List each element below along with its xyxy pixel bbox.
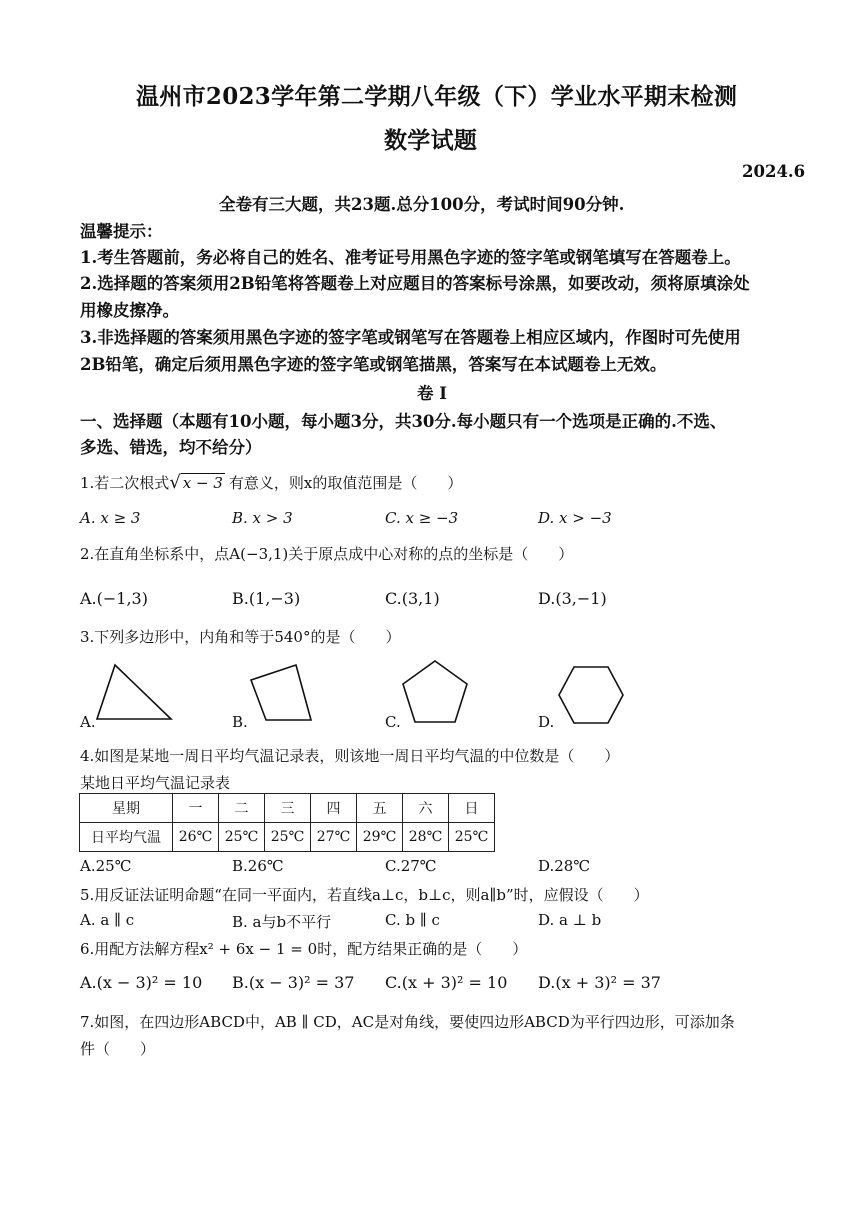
volume-label: 卷 I	[417, 384, 447, 403]
q4-option-c[interactable]: C.27℃	[385, 857, 437, 875]
question-1-post: 有意义，则x的取值范围是（ ）	[228, 474, 463, 492]
radical-icon: √	[169, 472, 181, 493]
table-cell: 25℃	[219, 823, 265, 852]
question-1-radicand: x − 3	[182, 474, 223, 492]
question-7-line2: 件（ ）	[80, 1040, 156, 1058]
q1-option-b[interactable]: B. x > 3	[232, 509, 293, 527]
q1-option-a[interactable]: A. x ≥ 3	[80, 509, 141, 527]
question-2: 2.在直角坐标系中，点A(−3,1)关于原点成中心对称的点的坐标是（ ）	[80, 545, 574, 563]
q5-option-b[interactable]: B. a与b不平行	[232, 913, 332, 931]
q3-option-a[interactable]: A.	[80, 713, 96, 731]
q3-option-d[interactable]: D.	[538, 713, 555, 731]
question-4: 4.如图是某地一周日平均气温记录表，则该地一周日平均气温的中位数是（ ）	[80, 747, 620, 765]
q5-option-c[interactable]: C. b ∥ c	[385, 911, 440, 929]
table-cell: 25℃	[449, 823, 495, 852]
q4-option-a[interactable]: A.25℃	[80, 857, 132, 875]
table-cell: 三	[265, 794, 311, 823]
q4-option-d[interactable]: D.28℃	[538, 857, 591, 875]
exam-subtitle: 数学试题	[384, 127, 478, 154]
exam-summary: 全卷有三大题，共23题.总分100分，考试时间90分钟.	[219, 195, 625, 214]
pentagon-shape	[400, 659, 470, 725]
q3-option-c[interactable]: C.	[385, 713, 401, 731]
question-3: 3.下列多边形中，内角和等于540°的是（ ）	[80, 628, 401, 646]
table-cell: 二	[219, 794, 265, 823]
q6-option-c[interactable]: C.(x + 3)² = 10	[385, 973, 508, 992]
table-cell: 29℃	[357, 823, 403, 852]
q5-option-d[interactable]: D. a ⊥ b	[538, 911, 602, 929]
tip-2-line1: 2.选择题的答案须用2B铅笔将答题卷上对应题目的答案标号涂黑，如要改动，须将原填涂处	[80, 274, 750, 293]
table-cell: 25℃	[265, 823, 311, 852]
q4-option-b[interactable]: B.26℃	[232, 857, 284, 875]
q2-option-b[interactable]: B.(1,−3)	[232, 589, 301, 608]
question-1	[80, 472, 462, 493]
q1-option-c[interactable]: C. x ≥ −3	[385, 509, 459, 527]
q6-option-a[interactable]: A.(x − 3)² = 10	[80, 973, 203, 992]
q1-option-d[interactable]: D. x > −3	[538, 509, 612, 527]
table-row	[80, 794, 495, 823]
table-cell: 一	[173, 794, 219, 823]
q6-option-d[interactable]: D.(x + 3)² = 37	[538, 973, 661, 992]
temperature-table-title: 某地日平均气温记录表	[80, 774, 231, 792]
temperature-table	[79, 793, 495, 852]
table-cell: 日	[449, 794, 495, 823]
q2-option-d[interactable]: D.(3,−1)	[538, 589, 607, 608]
hexagon-shape	[557, 665, 625, 725]
question-6: 6.用配方法解方程x² + 6x − 1 = 0时，配方结果正确的是（ ）	[80, 940, 528, 958]
table-cell: 四	[311, 794, 357, 823]
table-cell: 六	[403, 794, 449, 823]
triangle-shape	[95, 663, 175, 721]
q2-option-a[interactable]: A.(−1,3)	[80, 589, 148, 608]
tips-heading: 温馨提示：	[80, 222, 163, 241]
section-heading-line2: 多选、错选，均不给分）	[80, 438, 262, 457]
tip-3-line1: 3.非选择题的答案须用黑色字迹的签字笔或钢笔写在答题卷上相应区域内，作图时可先使用	[80, 328, 741, 347]
table-row	[80, 823, 495, 852]
quadrilateral-shape	[248, 662, 314, 724]
table-cell: 日平均气温	[80, 823, 173, 852]
question-1-pre: 1.若二次根式	[80, 474, 170, 492]
section-heading-line1: 一、选择题（本题有10小题，每小题3分，共30分.每小题只有一个选项是正确的.不选、	[80, 412, 727, 431]
tip-2-line2: 用橡皮擦净。	[80, 301, 179, 320]
tip-3-line2: 2B铅笔，确定后须用黑色字迹的签字笔或钢笔描黑，答案写在本试题卷上无效。	[80, 355, 667, 374]
table-cell: 星期	[80, 794, 173, 823]
table-cell: 26℃	[173, 823, 219, 852]
q5-option-a[interactable]: A. a ∥ c	[80, 911, 135, 929]
table-cell: 27℃	[311, 823, 357, 852]
q6-option-b[interactable]: B.(x − 3)² = 37	[232, 973, 355, 992]
exam-date: 2024.6	[742, 162, 806, 181]
exam-title: 温州市2023学年第二学期八年级（下）学业水平期末检测	[136, 83, 738, 110]
table-cell: 五	[357, 794, 403, 823]
question-7-line1: 7.如图，在四边形ABCD中，AB ∥ CD，AC是对角线，要使四边形ABCD为平行四边形，可添加条	[80, 1013, 735, 1031]
table-cell: 28℃	[403, 823, 449, 852]
question-5: 5.用反证法证明命题“在同一平面内，若直线a⊥c，b⊥c，则a∥b”时，应假设（ ）	[80, 886, 649, 904]
tip-1: 1.考生答题前，务必将自己的姓名、准考证号用黑色字迹的签字笔或钢笔填写在答题卷上。	[80, 248, 741, 267]
q2-option-c[interactable]: C.(3,1)	[385, 589, 440, 608]
q3-option-b[interactable]: B.	[232, 713, 248, 731]
